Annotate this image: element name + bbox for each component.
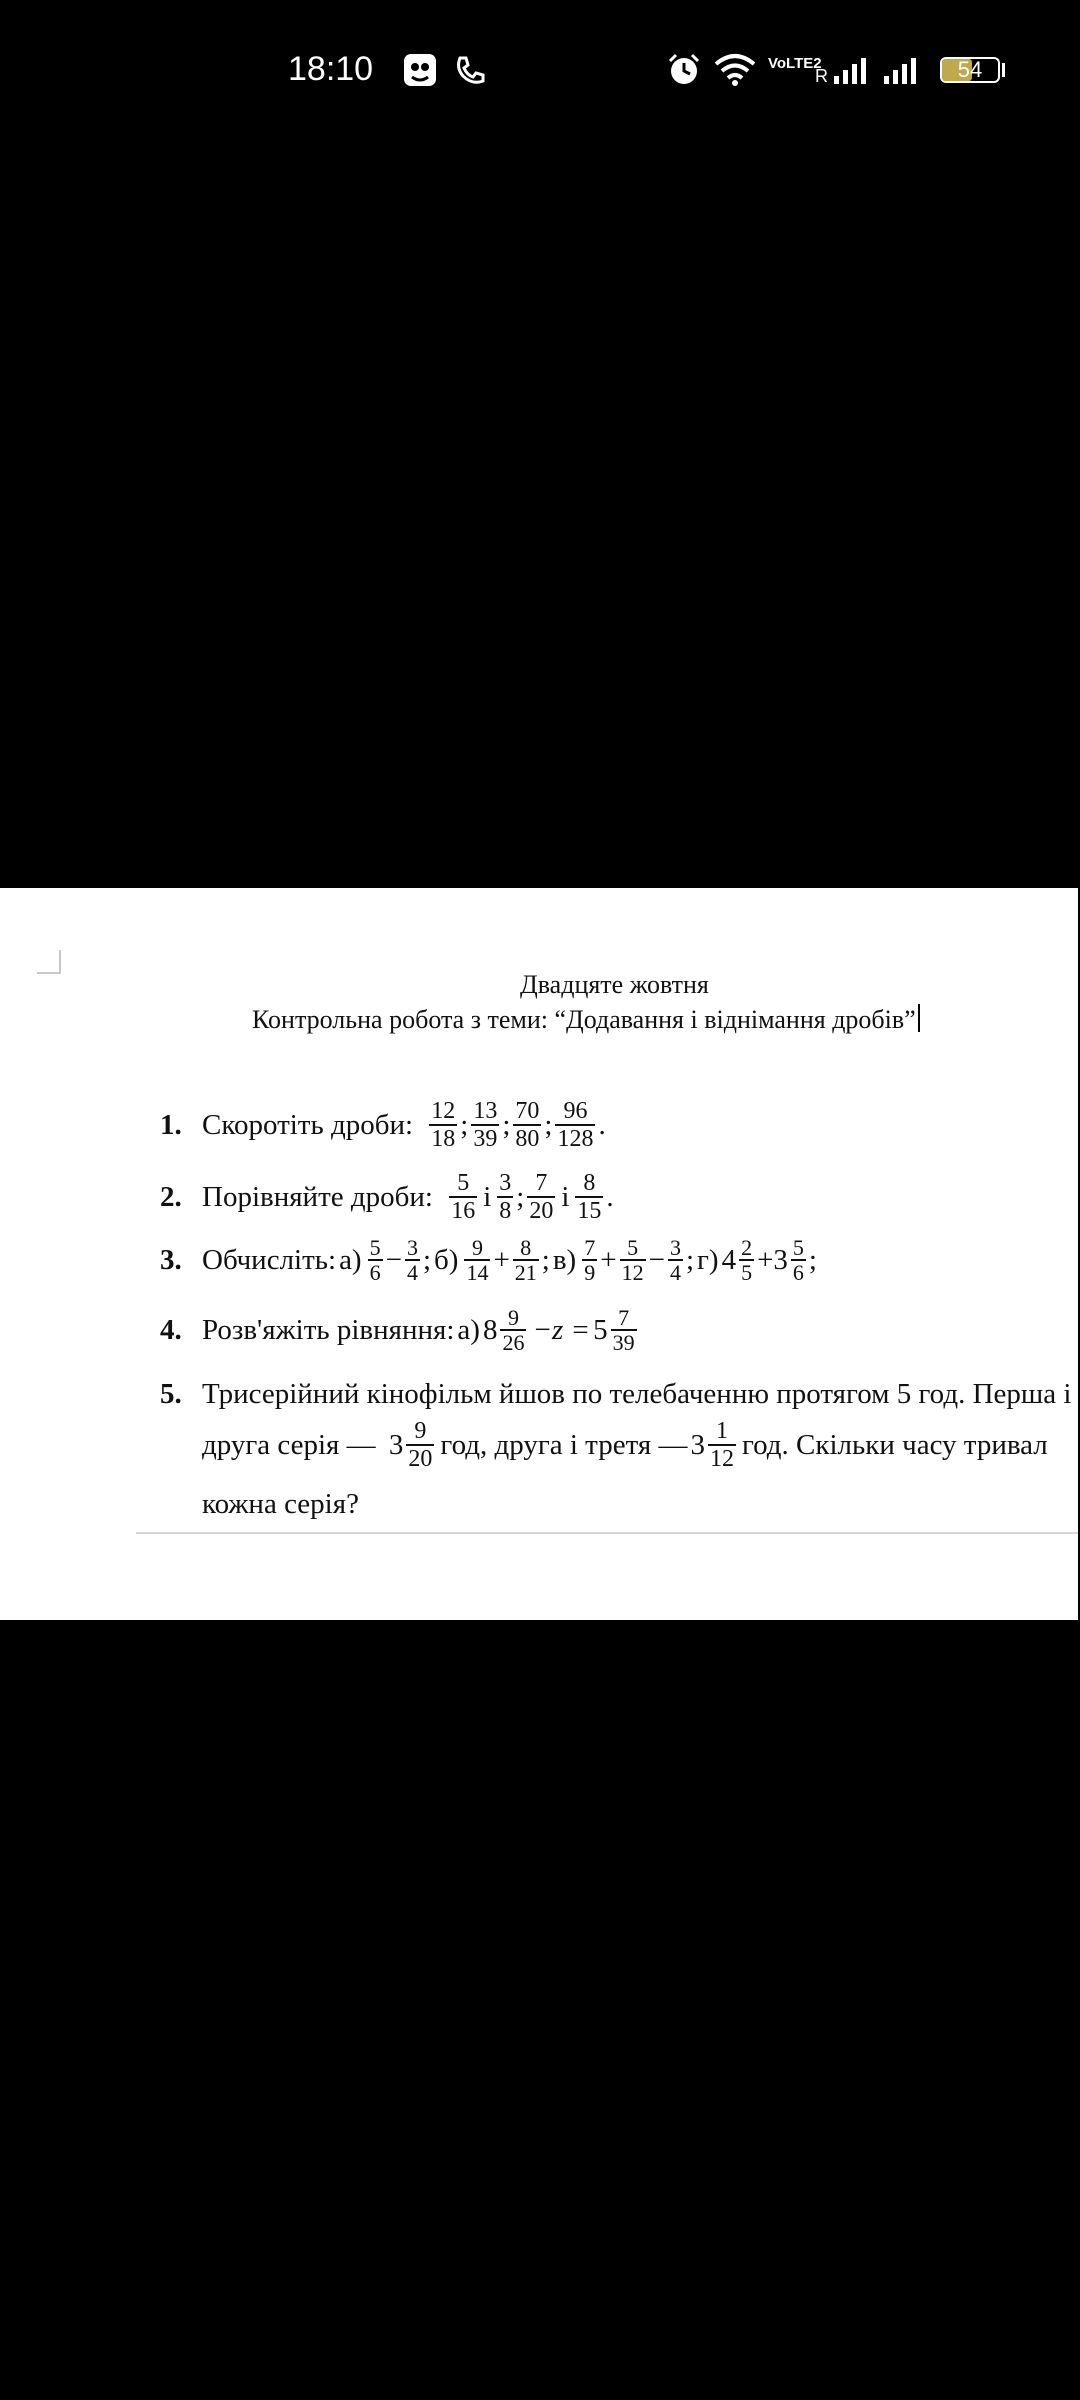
app-notification-icon bbox=[402, 52, 438, 88]
clock: 18:10 bbox=[288, 50, 374, 88]
task-5-line-3: кожна серія? bbox=[202, 1488, 359, 1520]
fraction: $\frac{7}{20}$ bbox=[529, 1170, 554, 1224]
word-and: і bbox=[483, 1180, 492, 1213]
alarm-icon bbox=[666, 52, 702, 88]
task-text: Обчисліть: bbox=[202, 1243, 337, 1276]
task-text: Розв'яжіть рівняння: bbox=[202, 1313, 455, 1346]
task-number: 1. bbox=[160, 1108, 182, 1141]
battery-tip bbox=[1002, 63, 1005, 77]
document-date: Двадцяте жовтня bbox=[520, 970, 709, 999]
document-page[interactable] bbox=[0, 888, 1078, 1620]
fraction: $\frac{3}{8}$ bbox=[499, 1170, 512, 1224]
task-number: 4. bbox=[160, 1313, 182, 1346]
fraction: $\frac{1}{12}$ bbox=[709, 1418, 734, 1472]
task-number: 2. bbox=[160, 1180, 182, 1213]
task-5 bbox=[160, 1378, 1071, 1411]
task-text: Порівняйте дроби: bbox=[202, 1180, 433, 1213]
wifi-icon bbox=[714, 52, 756, 88]
fraction: $\frac{12}{18}$ bbox=[431, 1098, 456, 1152]
fraction: $\frac{5}{6}$ bbox=[792, 1235, 804, 1285]
fraction: $\frac{2}{5}$ bbox=[741, 1235, 753, 1285]
task-4: 4. Розв'яжіть рівняння: а) 8 $\frac{9}{26}$ −z = 5 $\frac{7}{39}$ bbox=[160, 1305, 635, 1355]
document-subject bbox=[252, 1004, 920, 1035]
fraction: $\frac{3}{4}$ bbox=[406, 1235, 418, 1285]
status-bar bbox=[0, 0, 1080, 140]
task-1: 1. Скоротіть дроби: $\frac{12}{18}$ ; $\frac{13}{39}$ ; $\frac{70}{80}$ ; $\frac{96}{128}$ . bbox=[160, 1098, 606, 1152]
task-5-line-2: друга серія — 3 $\frac{9}{20}$ год, друга і третя — 3 $\frac{1}{12}$ год. Скільки часу тривал bbox=[202, 1418, 1048, 1472]
task-2: 2. Порівняйте дроби: $\frac{5}{16}$ і $\frac{3}{8}$ ; $\frac{7}{20}$ і $\frac{8}{15}$ . bbox=[160, 1170, 614, 1224]
fraction: $\frac{8}{15}$ bbox=[577, 1170, 602, 1224]
subject-text: Контрольна робота з теми: “Додавання і віднімання дробів” bbox=[252, 1005, 916, 1034]
volte-indicator: VoLTE2 bbox=[768, 55, 822, 72]
fraction: $\frac{9}{26}$ bbox=[502, 1305, 525, 1355]
wifi-call-icon bbox=[452, 52, 488, 88]
roaming-indicator: R bbox=[815, 66, 828, 86]
signal-strength-icon bbox=[832, 56, 872, 86]
fraction: $\frac{8}{21}$ bbox=[514, 1235, 537, 1285]
fraction: $\frac{7}{9}$ bbox=[584, 1235, 596, 1285]
fraction: $\frac{3}{4}$ bbox=[669, 1235, 681, 1285]
battery-percent: 54 bbox=[957, 57, 983, 82]
fraction: $\frac{5}{12}$ bbox=[621, 1235, 644, 1285]
page-corner-mark bbox=[37, 950, 61, 974]
word-and: і bbox=[561, 1180, 570, 1213]
fraction: $\frac{5}{16}$ bbox=[451, 1170, 476, 1224]
task-number: 3. bbox=[160, 1243, 182, 1276]
fraction: $\frac{96}{128}$ bbox=[557, 1098, 594, 1152]
task-3: 3. Обчисліть: а) $\frac{5}{6}$ − $\frac{3}{4}$ ; б) $\frac{9}{14}$ + $\frac{8}{21}$ ; в) $\frac{7}{9}$ + $\frac{5}{12}$ − $\frac{3}{4}$ ; г) 4 $\frac{2}{5}$ + 3 $\frac{5}{6}$ ; bbox=[160, 1235, 817, 1285]
fraction: $\frac{13}{39}$ bbox=[473, 1098, 498, 1152]
text-cursor bbox=[918, 1004, 920, 1032]
bottom-divider bbox=[136, 1532, 1078, 1534]
task-text: Трисерійний кінофільм йшов по телебаченню протягом 5 год. Перша і bbox=[202, 1378, 1072, 1410]
fraction: $\frac{70}{80}$ bbox=[515, 1098, 540, 1152]
task-text: Скоротіть дроби: bbox=[202, 1108, 414, 1141]
battery-icon bbox=[940, 57, 1000, 83]
signal-strength-sim2-icon bbox=[882, 56, 922, 86]
fraction: $\frac{9}{14}$ bbox=[466, 1235, 489, 1285]
fraction: $\frac{9}{20}$ bbox=[408, 1418, 433, 1472]
fraction: $\frac{7}{39}$ bbox=[612, 1305, 635, 1355]
task-number: 5. bbox=[160, 1378, 182, 1410]
fraction: $\frac{5}{6}$ bbox=[369, 1235, 381, 1285]
